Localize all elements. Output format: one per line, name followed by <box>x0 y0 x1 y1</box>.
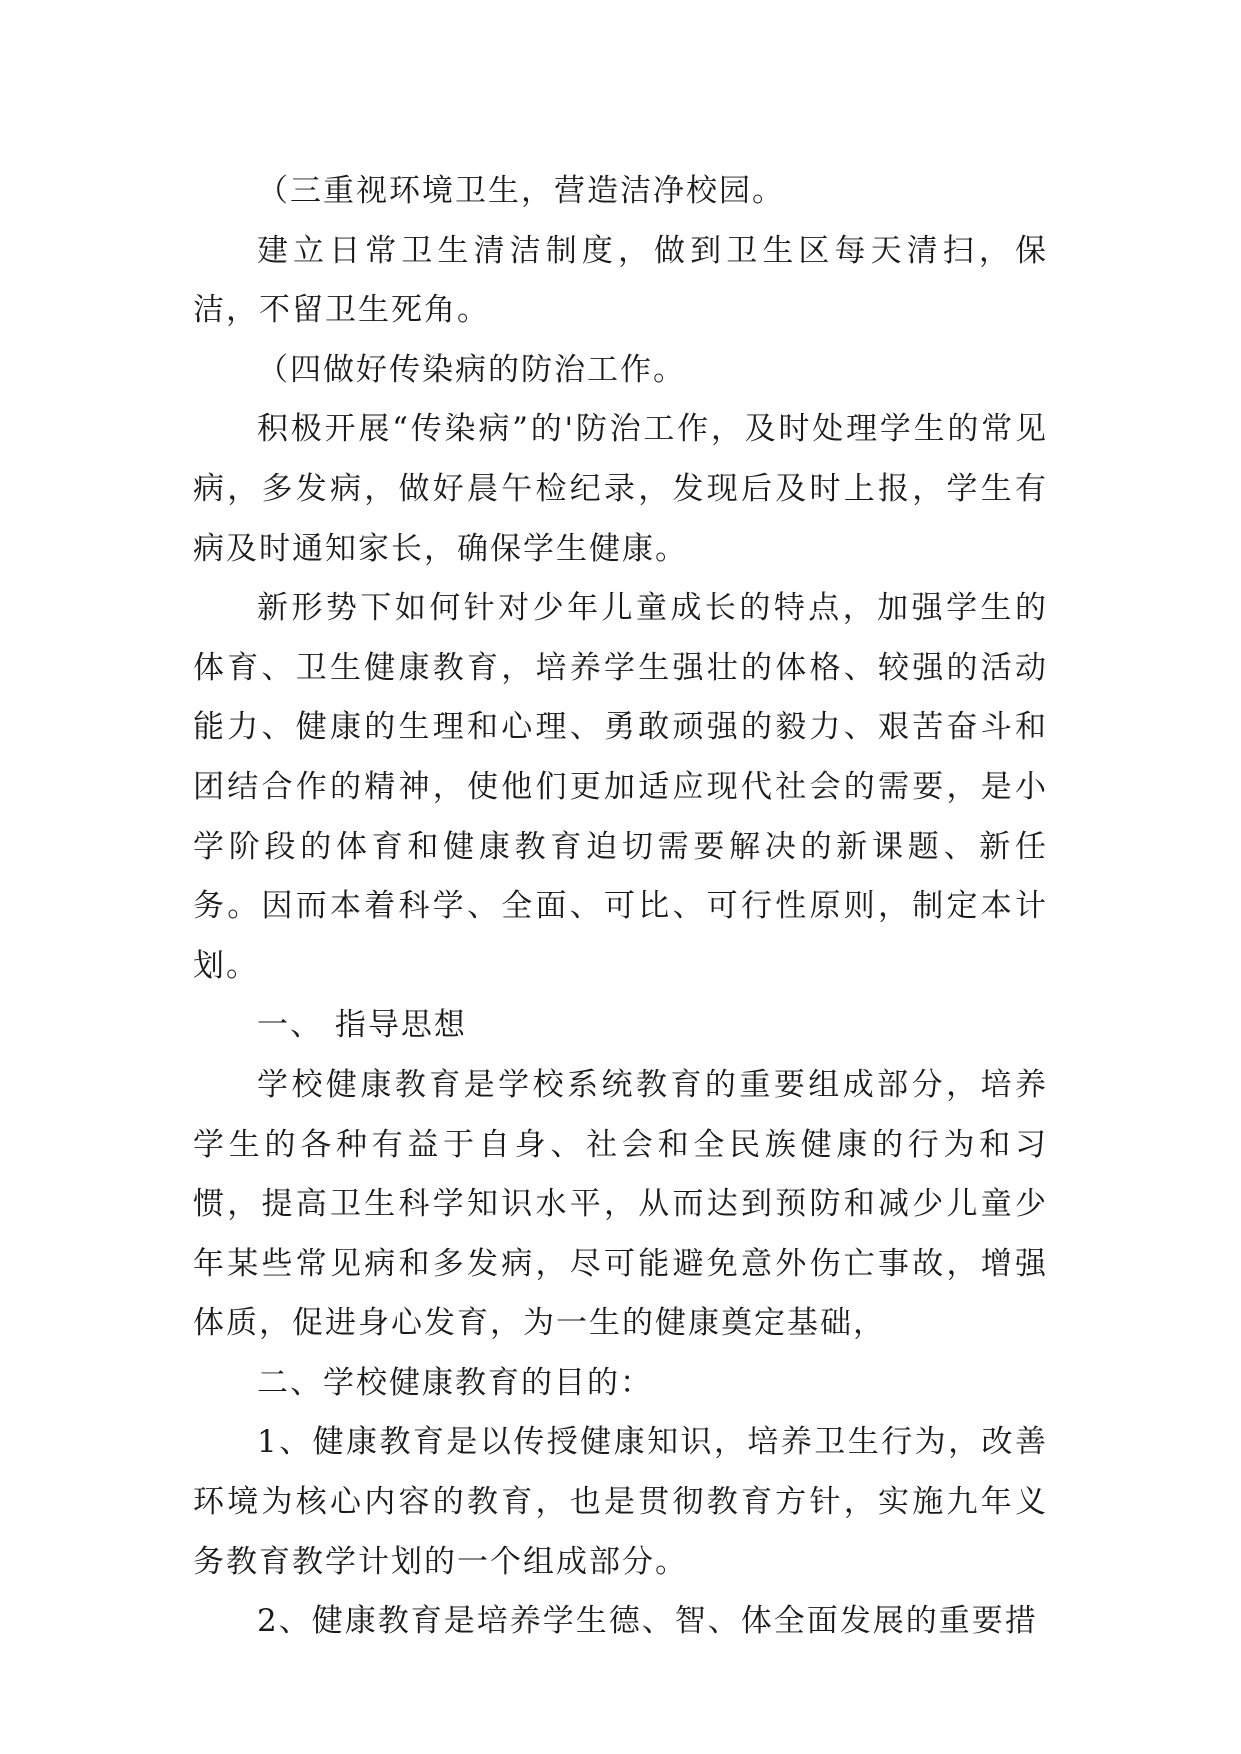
paragraph-disease-prevention: 积极开展“传染病”的'防治工作，及时处理学生的常见病，多发病，做好晨午检纪录，发现后及时上报，学生有病及时通知家长，确保学生健康。 <box>193 411 1048 567</box>
paragraph-cleaning-system: 建立日常卫生清洁制度，做到卫生区每天清扫，保洁，不留卫生死角。 <box>193 232 1048 329</box>
paragraph-plan-intro: 新形势下如何针对少年儿童成长的特点，加强学生的体育、卫生健康教育，培养学生强壮的体格、较强的活动能力、健康的生理和心理、勇敢顽强的毅力、艰苦奋斗和团结合作的精神，使他们更加适应现代社会的需要，是小学阶段的体育和健康教育迫切需要解决的新课题、新任务。因而本着科学、全面、可比、可行性原则，制定本计划。 <box>193 590 1048 984</box>
paragraph-section-three-heading: （三重视环境卫生，营造洁净校园。 <box>257 173 785 209</box>
paragraph-purpose-one: 1、健康教育是以传授健康知识，培养卫生行为，改善环境为核心内容的教育，也是贯彻教育方针，实施九年义务教育教学计划的一个组成部分。 <box>193 1424 1048 1580</box>
paragraph-section-four-heading: （四做好传染病的防治工作。 <box>257 351 686 388</box>
paragraph-guiding-thought: 学校健康教育是学校系统教育的重要组成部分，培养学生的各种有益于自身、社会和全民族健康的行为和习惯，提高卫生科学知识水平，从而达到预防和减少儿童少年某些常见病和多发病，尽可能避免意外伤亡事故，增强体质，促进身心发育，为一生的健康奠定基础， <box>193 1066 1048 1342</box>
document-body <box>193 162 1048 1652</box>
heading-guiding-thought: 一、 指导思想 <box>257 1007 467 1044</box>
heading-education-purpose: 二、学校健康教育的目的： <box>257 1364 653 1401</box>
paragraph-purpose-two: 2、健康教育是培养学生德、智、体全面发展的重要措 <box>257 1603 1038 1640</box>
